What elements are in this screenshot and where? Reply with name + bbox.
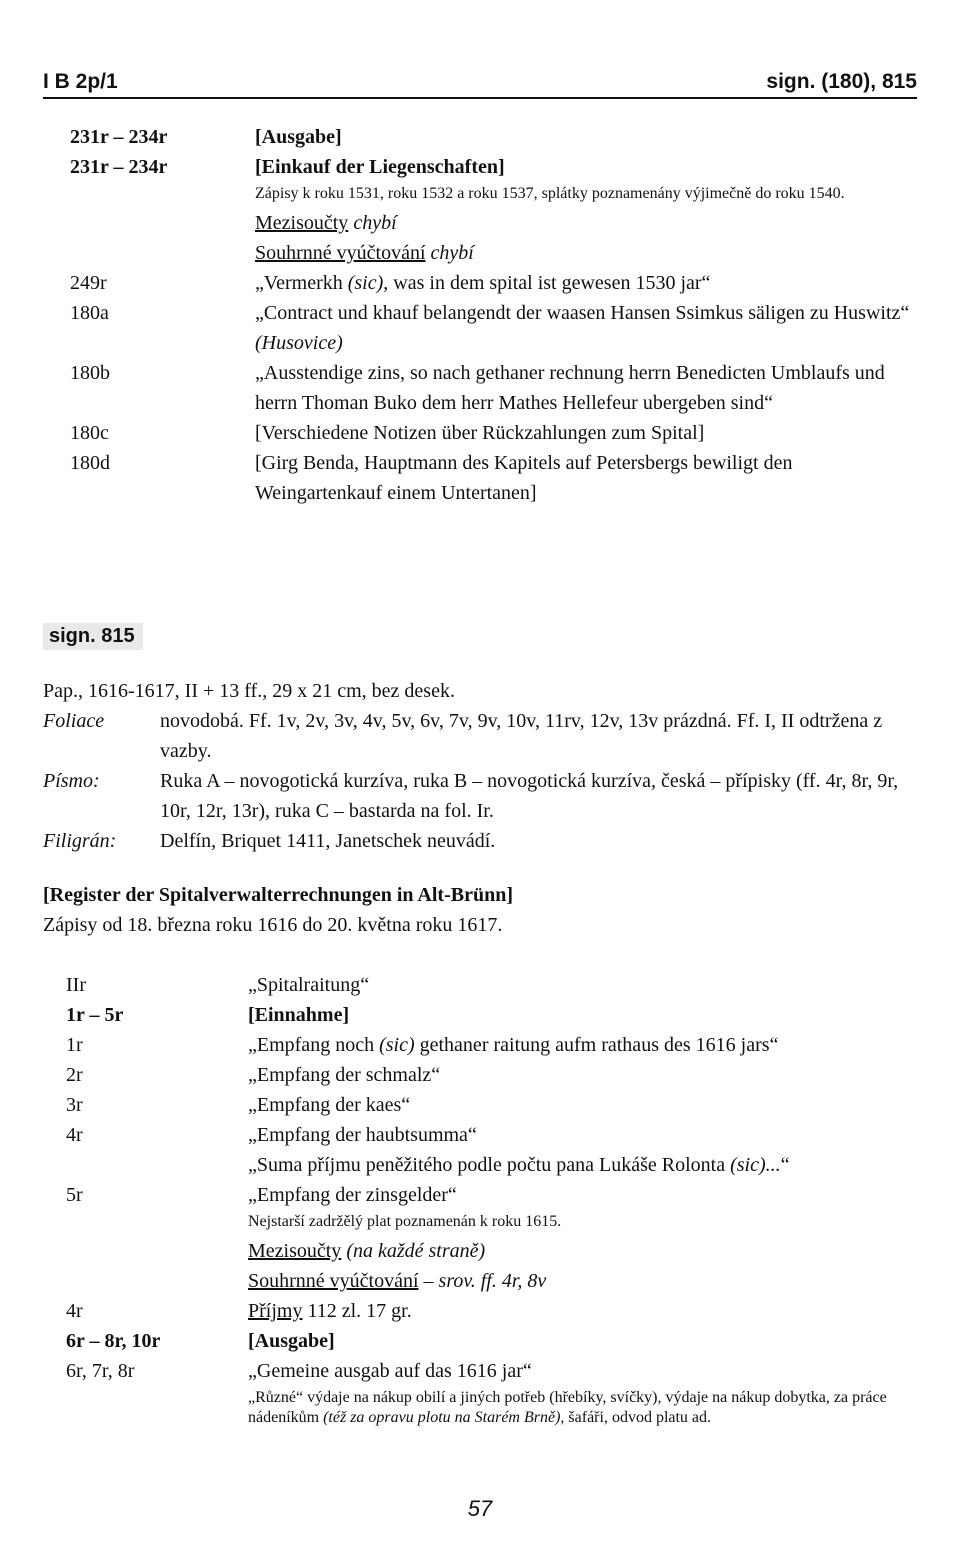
entry-underlined: Souhrnné vyúčtování: [255, 242, 426, 264]
folio-reference: [70, 182, 255, 208]
folio-reference: 249r: [70, 272, 107, 294]
entry-row: [70, 238, 920, 268]
folio-reference: 231r – 234r: [70, 156, 168, 178]
folio-reference: [66, 1386, 248, 1432]
folio-reference: [70, 208, 255, 238]
entry-underlined: Souhrnné vyúčtování: [248, 1270, 419, 1292]
folio-reference: IIr: [66, 974, 86, 996]
entry-text: [255, 208, 920, 238]
pismo-text: Ruka A – novogotická kurzíva, ruka B – novogotická kurzíva, česká – přípisky (ff. 4r, 8r, 9r, 10r, 12r, 13r), ruka C – bastarda na fol. Ir.: [160, 770, 899, 822]
entry-text: [Einkauf der Liegenschaften]: [255, 156, 505, 178]
entry-text: „Spitalraitung“: [248, 974, 370, 996]
entry-text: [248, 1236, 926, 1266]
entry-row: [70, 448, 920, 508]
folio-reference: 5r: [66, 1184, 83, 1206]
entry-row: [70, 122, 920, 152]
entry-text: [Einnahme]: [248, 1004, 350, 1026]
entry-row: [66, 1210, 926, 1236]
entry-row: [66, 1000, 926, 1030]
folio-reference: 180c: [70, 422, 109, 444]
entry-row: [66, 1090, 926, 1120]
entry-italic: (sic): [347, 272, 384, 294]
folio-reference: 6r – 8r, 10r: [66, 1330, 161, 1352]
header-collection: I B 2p/1: [43, 70, 118, 93]
entry-text: Zápisy k roku 1531, roku 1532 a roku 1537, splátky poznamenány výjimečně do roku 1540.: [255, 185, 845, 202]
entry-text: Nejstarší zadržělý plat poznamenán k roku 1615.: [248, 1213, 562, 1230]
folio-reference: 6r, 7r, 8r: [66, 1360, 135, 1382]
entry-underlined: Mezisoučty: [255, 212, 349, 234]
register-title: [Register der Spitalverwalterrechnungen in Alt-Brünn]: [43, 884, 513, 906]
entry-row: [70, 298, 920, 358]
pismo-row: [43, 766, 923, 826]
entry-text: Souhrnné vyúčtování – srov. ff. 4r, 8v: [248, 1270, 547, 1292]
entry-row: [70, 182, 920, 208]
entry-row: [66, 1150, 926, 1180]
folio-reference: 1r: [66, 1034, 83, 1056]
entry-italic: (sic): [379, 1034, 415, 1056]
entry-text: „Empfang der schmalz“: [248, 1064, 441, 1086]
entry-row: [66, 1266, 926, 1296]
foliace-label: Foliace: [43, 710, 105, 732]
entry-row: [70, 268, 920, 298]
folio-reference: [66, 1236, 248, 1266]
folio-reference: 4r: [66, 1300, 83, 1322]
register-section: [43, 880, 923, 940]
entry-row: [66, 1326, 926, 1356]
signature-tag: sign. 815: [43, 623, 143, 650]
page-header: [43, 62, 917, 102]
entry-text: „Empfang der haubtsumma“: [248, 1124, 477, 1146]
entry-text: [255, 238, 920, 268]
entry-row: [66, 1120, 926, 1150]
entry-italic: srov. ff. 4r, 8v: [438, 1270, 547, 1292]
filigran-label: Filigrán:: [43, 830, 117, 852]
description-line: Pap., 1616-1617, II + 13 ff., 29 x 21 cm, bez desek.: [43, 680, 455, 702]
entry-text: „Gemeine ausgab auf das 1616 jar“: [248, 1360, 532, 1382]
entry-row: [66, 1030, 926, 1060]
header-signature: sign. (180), 815: [766, 70, 917, 93]
folio-reference: 3r: [66, 1094, 83, 1116]
folio-reference: 180b: [70, 362, 110, 384]
entry-text: [Ausgabe]: [248, 1330, 335, 1352]
folio-reference: 231r – 234r: [70, 126, 168, 148]
entry-row: [70, 358, 920, 418]
entry-row: [66, 1356, 926, 1386]
folio-reference: [66, 1150, 248, 1180]
entry-italic: (na každé straně): [346, 1240, 486, 1262]
folio-reference: 180d: [70, 452, 110, 474]
entry-text: „Ausstendige zins, so nach gethaner rechnung herrn Benedicten Umblaufs und herrn Thoman Buko dem herr Mathes Hellefeur ubergeben sind“: [255, 362, 885, 414]
entry-row: [66, 1180, 926, 1210]
folio-reference: [66, 1266, 248, 1296]
entry-text: [Verschiedene Notizen über Rückzahlungen zum Spital]: [255, 422, 705, 444]
entry-italic: (též za opravu plotu na Starém Brně): [323, 1409, 561, 1426]
folio-reference: [66, 1210, 248, 1236]
folio-reference: 1r – 5r: [66, 1004, 124, 1026]
folio-reference: 2r: [66, 1064, 83, 1086]
entry-text: [Girg Benda, Hauptmann des Kapitels auf Petersbergs bewiligt den Weingartenkauf einem Untertanen]: [255, 452, 793, 504]
entry-text: „Různé“ výdaje na nákup obilí a jiných potřeb (hřebíky, svíčky), výdaje na nákup dobytka, za práce nádeníkům (též za opravu plotu na Starém Brně), šafáři, odvod platu ad.: [248, 1389, 887, 1426]
entry-text: „Suma příjmu peněžitého podle počtu pana Lukáše Rolonta (sic)...“: [248, 1154, 790, 1176]
folio-reference: [70, 238, 255, 268]
entry-text: „Empfang der kaes“: [248, 1094, 411, 1116]
filigran-text: Delfín, Briquet 1411, Janetschek neuvádí.: [160, 830, 496, 852]
entry-text: [Ausgabe]: [255, 126, 342, 148]
foliace-text: novodobá. Ff. 1v, 2v, 3v, 4v, 5v, 6v, 7v, 9v, 10v, 11rv, 12v, 13v prázdná. Ff. I, II odtržena z vazby.: [160, 710, 883, 762]
entry-underlined: Příjmy: [248, 1300, 303, 1322]
header-rule: [43, 97, 917, 99]
pismo-label: Písmo:: [43, 770, 100, 792]
entry-text: „Empfang noch (sic) gethaner raitung aufm rathaus des 1616 jars“: [248, 1034, 779, 1056]
entry-row: [70, 418, 920, 448]
entry-row: [66, 1296, 926, 1326]
entry-row: [70, 208, 920, 238]
entry-row: [70, 152, 920, 182]
entry-list-1: [70, 122, 920, 508]
entry-row: [66, 1060, 926, 1090]
entry-italic: chybí: [430, 242, 474, 264]
entry-row: [66, 1236, 926, 1266]
entry-italic: (Husovice): [255, 332, 343, 354]
entry-text: „Vermerkh (sic), was in dem spital ist gewesen 1530 jar“: [255, 272, 711, 294]
entry-italic: chybí: [353, 212, 397, 234]
folio-reference: 180a: [70, 302, 109, 324]
physical-description: [43, 676, 923, 856]
register-date-range: Zápisy od 18. března roku 1616 do 20. května roku 1617.: [43, 914, 503, 936]
filigran-row: [43, 826, 923, 856]
entry-row: [66, 970, 926, 1000]
page-number: 57: [467, 1496, 493, 1521]
entry-italic: (sic)...: [730, 1154, 781, 1176]
entry-row: [66, 1386, 926, 1432]
entry-text: „Contract und khauf belangendt der waasen Hansen Ssimkus säligen zu Huswitz“ (Husovice): [255, 302, 910, 354]
foliace-row: [43, 706, 923, 766]
entry-text: „Empfang der zinsgelder“: [248, 1184, 457, 1206]
entry-list-2: [66, 970, 926, 1432]
folio-reference: 4r: [66, 1124, 83, 1146]
entry-text: Příjmy 112 zl. 17 gr.: [248, 1300, 412, 1322]
entry-underlined: Mezisoučty: [248, 1240, 342, 1262]
